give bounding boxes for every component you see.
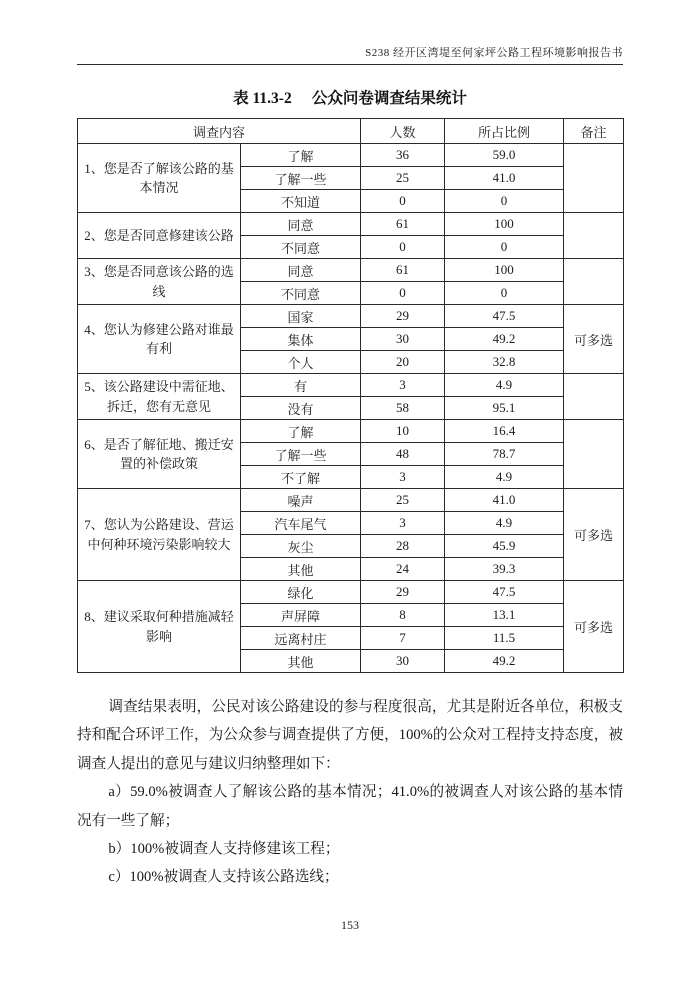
option-cell: 国家 (241, 305, 361, 328)
count-cell: 3 (361, 466, 445, 489)
col-header-note: 备注 (564, 119, 624, 144)
option-cell: 其他 (241, 558, 361, 581)
page-number: 153 (341, 918, 359, 932)
percent-cell: 78.7 (445, 443, 564, 466)
question-cell: 2、您是否同意修建该公路 (78, 213, 241, 259)
question-cell: 5、该公路建设中需征地、拆迁，您有无意见 (78, 374, 241, 420)
option-cell: 噪声 (241, 489, 361, 512)
count-cell: 58 (361, 397, 445, 420)
option-cell: 不同意 (241, 236, 361, 259)
option-cell: 了解一些 (241, 443, 361, 466)
count-cell: 28 (361, 535, 445, 558)
col-header-content: 调查内容 (78, 119, 361, 144)
finding-item-c: c）100%被调查人支持该公路选线； (108, 869, 339, 886)
table-row (78, 213, 624, 236)
percent-cell: 47.5 (445, 581, 564, 604)
table-header-row (78, 119, 624, 144)
percent-cell: 49.2 (445, 650, 564, 673)
count-cell: 24 (361, 558, 445, 581)
count-cell: 0 (361, 282, 445, 305)
percent-cell: 4.9 (445, 512, 564, 535)
option-cell: 没有 (241, 397, 361, 420)
table-row (78, 259, 624, 282)
count-cell: 10 (361, 420, 445, 443)
option-cell: 汽车尾气 (241, 512, 361, 535)
percent-cell: 100 (445, 259, 564, 282)
note-cell (564, 259, 624, 305)
question-cell: 7、您认为公路建设、营运中何种环境污染影响较大 (78, 489, 241, 581)
count-cell: 30 (361, 650, 445, 673)
finding-item-a: a）59.0%被调查人了解该公路的基本情况；41.0%的被调查人对该公路的基本情况有一些了解； (77, 784, 623, 829)
note-cell (564, 144, 624, 213)
percent-cell: 0 (445, 236, 564, 259)
option-cell: 声屏障 (241, 604, 361, 627)
page-content (77, 0, 623, 892)
percent-cell: 0 (445, 282, 564, 305)
table-row (78, 144, 624, 167)
count-cell: 61 (361, 213, 445, 236)
table-title (77, 86, 623, 108)
count-cell: 7 (361, 627, 445, 650)
note-cell (564, 420, 624, 489)
note-cell (564, 213, 624, 259)
percent-cell: 4.9 (445, 466, 564, 489)
note-cell (564, 374, 624, 420)
table-row (78, 489, 624, 512)
running-header (77, 0, 623, 60)
table-number: 表 11.3-2 (233, 90, 292, 107)
count-cell: 20 (361, 351, 445, 374)
col-header-count: 人数 (361, 119, 445, 144)
percent-cell: 11.5 (445, 627, 564, 650)
question-cell: 4、您认为修建公路对谁最有利 (78, 305, 241, 374)
note-cell: 可多选 (564, 305, 624, 374)
percent-cell: 32.8 (445, 351, 564, 374)
count-cell: 3 (361, 374, 445, 397)
option-cell: 远离村庄 (241, 627, 361, 650)
option-cell: 了解一些 (241, 167, 361, 190)
body-text (77, 693, 623, 892)
question-cell: 8、建议采取何种措施减轻影响 (78, 581, 241, 673)
count-cell: 0 (361, 236, 445, 259)
count-cell: 29 (361, 581, 445, 604)
count-cell: 25 (361, 489, 445, 512)
count-cell: 0 (361, 190, 445, 213)
option-cell: 灰尘 (241, 535, 361, 558)
finding-item-b: b）100%被调查人支持修建该工程； (108, 841, 340, 858)
option-cell: 不知道 (241, 190, 361, 213)
percent-cell: 16.4 (445, 420, 564, 443)
option-cell: 了解 (241, 144, 361, 167)
header-rule (77, 64, 623, 65)
table-title-text: 公众问卷调查结果统计 (311, 90, 467, 107)
survey-table (77, 118, 624, 673)
percent-cell: 100 (445, 213, 564, 236)
count-cell: 29 (361, 305, 445, 328)
percent-cell: 39.3 (445, 558, 564, 581)
count-cell: 8 (361, 604, 445, 627)
table-row (78, 374, 624, 397)
option-cell: 了解 (241, 420, 361, 443)
percent-cell: 13.1 (445, 604, 564, 627)
question-cell: 1、您是否了解该公路的基本情况 (78, 144, 241, 213)
note-cell: 可多选 (564, 581, 624, 673)
table-row (78, 305, 624, 328)
percent-cell: 0 (445, 190, 564, 213)
option-cell: 个人 (241, 351, 361, 374)
percent-cell: 4.9 (445, 374, 564, 397)
table-row (78, 581, 624, 604)
percent-cell: 59.0 (445, 144, 564, 167)
note-cell: 可多选 (564, 489, 624, 581)
percent-cell: 95.1 (445, 397, 564, 420)
question-cell: 3、您是否同意该公路的选线 (78, 259, 241, 305)
count-cell: 25 (361, 167, 445, 190)
count-cell: 61 (361, 259, 445, 282)
option-cell: 其他 (241, 650, 361, 673)
percent-cell: 49.2 (445, 328, 564, 351)
option-cell: 不同意 (241, 282, 361, 305)
option-cell: 不了解 (241, 466, 361, 489)
col-header-percent: 所占比例 (445, 119, 564, 144)
option-cell: 同意 (241, 213, 361, 236)
count-cell: 48 (361, 443, 445, 466)
percent-cell: 41.0 (445, 167, 564, 190)
option-cell: 同意 (241, 259, 361, 282)
option-cell: 有 (241, 374, 361, 397)
count-cell: 3 (361, 512, 445, 535)
count-cell: 30 (361, 328, 445, 351)
table-row (78, 420, 624, 443)
option-cell: 绿化 (241, 581, 361, 604)
summary-paragraph: 调查结果表明，公民对该公路建设的参与程度很高，尤其是附近各单位，积极支持和配合环评工作，为公众参与调查提供了方便，100%的公众对工程持支持态度，被调查人提出的意见与建议归纳整理如下： (77, 699, 623, 772)
percent-cell: 45.9 (445, 535, 564, 558)
count-cell: 36 (361, 144, 445, 167)
option-cell: 集体 (241, 328, 361, 351)
percent-cell: 41.0 (445, 489, 564, 512)
running-header-text: S238 经开区湾堤至何家坪公路工程环境影响报告书 (365, 47, 623, 59)
question-cell: 6、是否了解征地、搬迁安置的补偿政策 (78, 420, 241, 489)
percent-cell: 47.5 (445, 305, 564, 328)
